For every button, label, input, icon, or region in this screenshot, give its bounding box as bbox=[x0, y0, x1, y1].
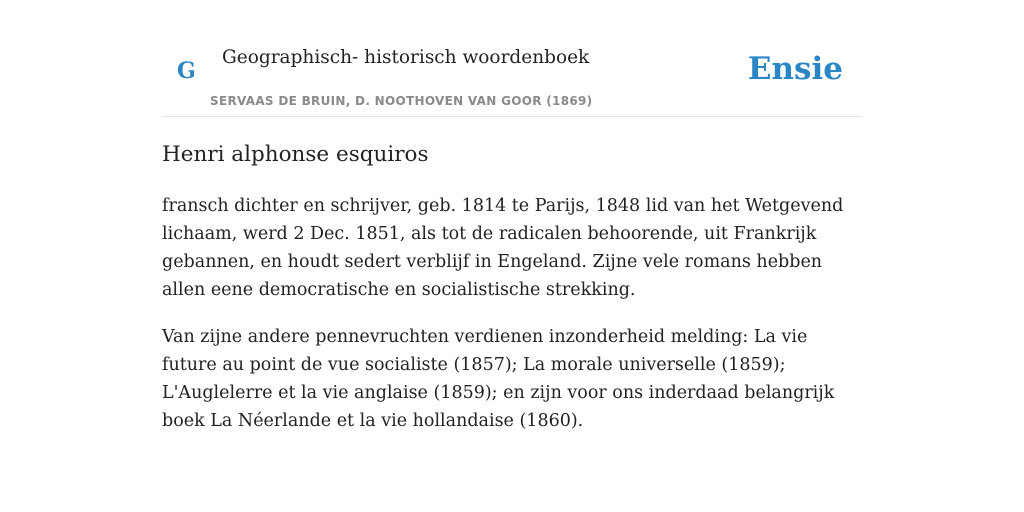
book-header bbox=[162, 0, 862, 117]
book-initial-badge[interactable]: G bbox=[177, 58, 196, 84]
entry-title: Henri alphonse esquiros bbox=[162, 142, 429, 167]
book-title-link[interactable]: Geographisch- historisch woordenboek bbox=[222, 47, 590, 68]
entry-paragraph: Van zijne andere pennevruchten verdienen inzonderheid melding: La vie future au point de vue socialiste (1857); La morale universelle (1859); L'Auglelerre et la vie anglaise (1859); en zijn voor ons inderdaad belangrijk boek La Néerlande et la vie hollandaise (1860). bbox=[162, 327, 835, 431]
entry-body bbox=[162, 192, 862, 454]
ensie-logo-link[interactable]: Ensie bbox=[747, 51, 843, 87]
page bbox=[162, 0, 862, 512]
book-authors: SERVAAS DE BRUIN, D. NOOTHOVEN VAN GOOR (1869) bbox=[210, 94, 593, 108]
entry-paragraph: fransch dichter en schrijver, geb. 1814 te Parijs, 1848 lid van het Wetgevend lichaam, werd 2 Dec. 1851, als tot de radicalen behoorende, uit Frankrijk gebannen, en houdt sedert verblijf in Engeland. Zijne vele romans hebben allen eene democratische en socialistische strekking. bbox=[162, 196, 844, 300]
